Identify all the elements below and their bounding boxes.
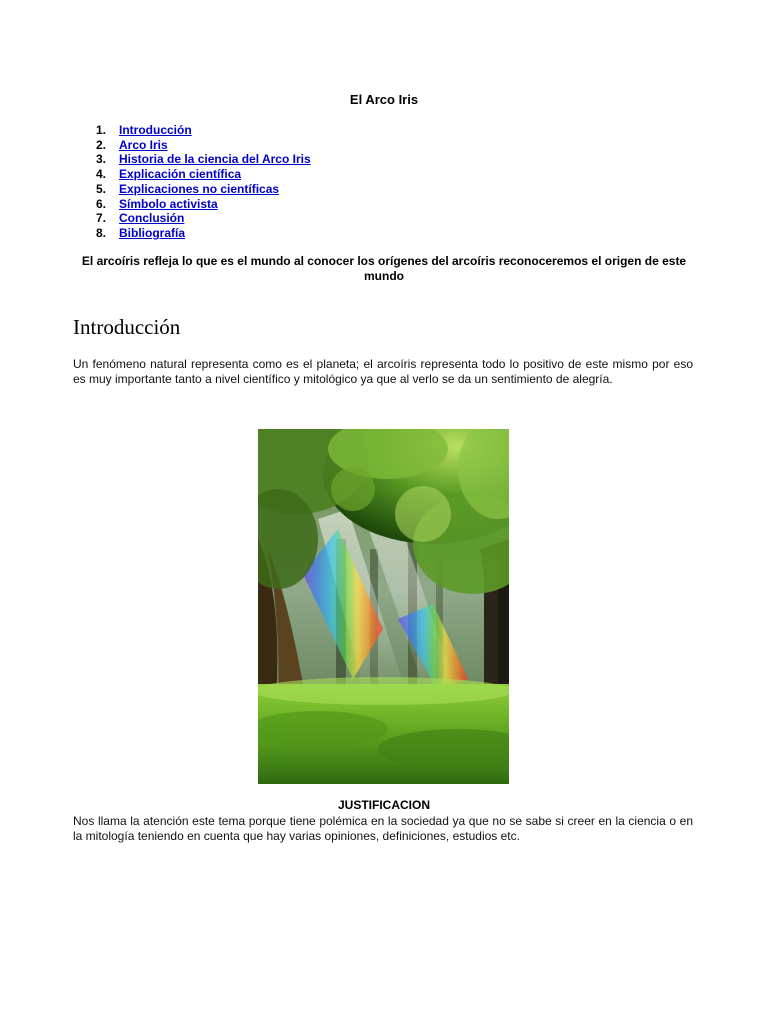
- toc-number: 8.: [96, 225, 107, 240]
- toc-item: [96, 167, 311, 182]
- toc-link-bibliografia[interactable]: Bibliografía: [119, 225, 186, 240]
- toc-item: [96, 226, 311, 241]
- justification-paragraph: Nos llama la atención este tema porque tiene polémica en la sociedad ya que no se sabe si creer en la ciencia o en la mitología teniendo en cuenta que hay varias opiniones, definiciones, estudios etc.: [73, 814, 693, 843]
- toc-item: [96, 152, 311, 167]
- toc-item: [96, 197, 311, 212]
- toc-number: 1.: [96, 123, 107, 137]
- toc-item: [96, 138, 311, 153]
- toc-link-introduccion[interactable]: Introducción: [119, 123, 192, 137]
- toc-number: 7.: [96, 211, 107, 226]
- forest-rainbow-photo: [258, 429, 509, 784]
- toc-number: 5.: [96, 181, 107, 196]
- toc-link-conclusion[interactable]: Conclusión: [119, 211, 185, 226]
- motto-statement: El arcoíris refleja lo que es el mundo al conocer los orígenes del arcoíris reconoceremos el origen de este mundo: [81, 254, 687, 283]
- document-title: El Arco Iris: [349, 92, 419, 107]
- toc-link-explicaciones-no-cientificas[interactable]: Explicaciones no científicas: [119, 181, 280, 196]
- toc-item: [96, 182, 311, 197]
- toc-link-arco-iris[interactable]: Arco Iris: [119, 137, 168, 152]
- toc-number: 2.: [96, 137, 107, 152]
- toc-link-explicacion-cientifica[interactable]: Explicación científica: [119, 167, 242, 182]
- section-heading-introduccion: Introducción: [73, 315, 181, 339]
- justification-heading: JUSTIFICACION: [337, 798, 430, 812]
- toc-link-simbolo-activista[interactable]: Símbolo activista: [119, 196, 218, 211]
- toc-item: [96, 211, 311, 226]
- table-of-contents: [96, 123, 311, 241]
- toc-number: 4.: [96, 167, 107, 182]
- toc-link-historia[interactable]: Historia de la ciencia del Arco Iris: [119, 152, 311, 167]
- toc-number: 6.: [96, 196, 107, 211]
- toc-number: 3.: [96, 152, 107, 167]
- toc-item: [96, 123, 311, 138]
- intro-paragraph: Un fenómeno natural representa como es el planeta; el arcoíris representa todo lo positivo de este mismo por eso es muy importante tanto a nivel científico y mitológico ya que al verlo se da un sentimiento de alegría.: [73, 357, 693, 386]
